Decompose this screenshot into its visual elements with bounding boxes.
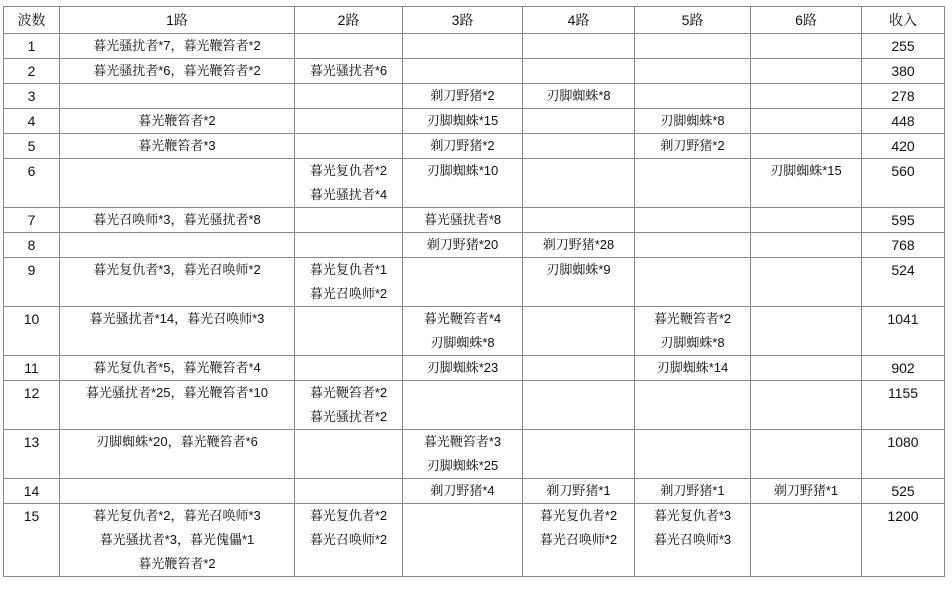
lane-4-cell	[523, 233, 635, 258]
lane-4-cell	[523, 307, 635, 356]
lane-1-cell	[60, 258, 295, 307]
lane-5-cell	[635, 59, 751, 84]
lane-1-cell	[60, 109, 295, 134]
lane-6-cell	[751, 159, 862, 208]
income-cell: 1041	[862, 307, 945, 356]
lane-3-cell	[403, 134, 523, 159]
enemy-entry: 暮光复仇者*3	[653, 508, 732, 523]
enemy-entry: 暮光召唤师*3，暮光骚扰者*8	[93, 212, 261, 227]
header-wave: 波数	[4, 7, 60, 34]
enemy-entry: 暮光鞭笞者*2	[138, 556, 216, 571]
lane-1-cell	[60, 307, 295, 356]
income-cell: 524	[862, 258, 945, 307]
income-cell: 525	[862, 479, 945, 504]
table-body	[4, 34, 945, 577]
lane-3-cell	[403, 504, 523, 577]
lane-6-cell	[751, 504, 862, 577]
lane-1-cell	[60, 479, 295, 504]
lane-1-cell	[60, 84, 295, 109]
lane-3-cell	[403, 356, 523, 381]
lane-2-cell	[295, 134, 403, 159]
lane-4-cell	[523, 109, 635, 134]
enemy-entry: 刃脚蜘蛛*8	[430, 335, 495, 350]
lane-5-cell	[635, 84, 751, 109]
lane-2-cell	[295, 34, 403, 59]
table-row	[4, 34, 945, 59]
enemy-entry: 刃脚蜘蛛*8	[546, 88, 611, 103]
wave-number-cell: 8	[4, 233, 60, 258]
wave-number-cell: 7	[4, 208, 60, 233]
lane-3-cell	[403, 208, 523, 233]
table-row	[4, 504, 945, 577]
enemy-entry: 暮光骚扰者*6	[309, 63, 388, 78]
table-row	[4, 109, 945, 134]
enemy-entry: 暮光复仇者*3，暮光召唤师*2	[93, 262, 261, 277]
enemy-entry: 暮光骚扰者*25，暮光鞭笞者*10	[85, 385, 269, 400]
enemy-entry: 暮光骚扰者*4	[309, 187, 388, 202]
enemy-entry: 暮光鞭笞者*2	[138, 113, 216, 128]
lane-2-cell	[295, 356, 403, 381]
wave-number-cell: 6	[4, 159, 60, 208]
income-cell: 768	[862, 233, 945, 258]
enemy-entry: 刃脚蜘蛛*23	[426, 360, 499, 375]
lane-5-cell	[635, 307, 751, 356]
wave-number-cell: 3	[4, 84, 60, 109]
enemy-entry: 暮光骚扰者*3，暮光傀儡*1	[99, 532, 255, 547]
enemy-entry: 刃脚蜘蛛*20，暮光鞭笞者*6	[96, 434, 258, 449]
lane-4-cell	[523, 134, 635, 159]
lane-6-cell	[751, 233, 862, 258]
enemy-entry: 剃刀野猪*1	[660, 483, 725, 498]
enemy-entry: 暮光骚扰者*14，暮光召唤师*3	[89, 311, 265, 326]
income-cell: 902	[862, 356, 945, 381]
wave-number-cell: 2	[4, 59, 60, 84]
wave-number-cell: 9	[4, 258, 60, 307]
income-cell: 380	[862, 59, 945, 84]
lane-4-cell	[523, 208, 635, 233]
enemy-entry: 剃刀野猪*2	[660, 138, 725, 153]
lane-3-cell	[403, 479, 523, 504]
table-row	[4, 430, 945, 479]
enemy-entry: 剃刀野猪*20	[426, 237, 499, 252]
table-row	[4, 159, 945, 208]
lane-5-cell	[635, 233, 751, 258]
lane-6-cell	[751, 307, 862, 356]
income-cell: 448	[862, 109, 945, 134]
enemy-entry: 剃刀野猪*2	[430, 138, 495, 153]
enemy-entry: 暮光骚扰者*6，暮光鞭笞者*2	[93, 63, 261, 78]
header-lane-2: 2路	[295, 7, 403, 34]
lane-5-cell	[635, 109, 751, 134]
table-row	[4, 381, 945, 430]
enemy-entry: 暮光骚扰者*7，暮光鞭笞者*2	[93, 38, 261, 53]
income-cell: 560	[862, 159, 945, 208]
enemy-entry: 剃刀野猪*4	[430, 483, 495, 498]
lane-5-cell	[635, 479, 751, 504]
enemy-entry: 暮光复仇者*2	[309, 508, 388, 523]
lane-1-cell	[60, 381, 295, 430]
lane-6-cell	[751, 134, 862, 159]
table-row	[4, 84, 945, 109]
enemy-entry: 暮光复仇者*2	[539, 508, 618, 523]
lane-5-cell	[635, 430, 751, 479]
lane-2-cell	[295, 109, 403, 134]
wave-number-cell: 15	[4, 504, 60, 577]
header-lane-5: 5路	[635, 7, 751, 34]
lane-4-cell	[523, 258, 635, 307]
lane-1-cell	[60, 233, 295, 258]
wave-number-cell: 5	[4, 134, 60, 159]
lane-5-cell	[635, 258, 751, 307]
enemy-entry: 刃脚蜘蛛*14	[656, 360, 729, 375]
lane-6-cell	[751, 381, 862, 430]
wave-number-cell: 12	[4, 381, 60, 430]
lane-5-cell	[635, 381, 751, 430]
table-row	[4, 59, 945, 84]
enemy-entry: 刃脚蜘蛛*9	[546, 262, 611, 277]
enemy-entry: 剃刀野猪*1	[773, 483, 839, 498]
wave-number-cell: 13	[4, 430, 60, 479]
table-row	[4, 233, 945, 258]
enemy-entry: 暮光骚扰者*8	[423, 212, 502, 227]
lane-2-cell	[295, 59, 403, 84]
lane-3-cell	[403, 258, 523, 307]
lane-2-cell	[295, 479, 403, 504]
lane-4-cell	[523, 504, 635, 577]
lane-1-cell	[60, 504, 295, 577]
lane-3-cell	[403, 34, 523, 59]
header-income: 收入	[862, 7, 945, 34]
enemy-entry: 暮光复仇者*1	[309, 262, 388, 277]
header-lane-4: 4路	[523, 7, 635, 34]
header-lane-1: 1路	[60, 7, 295, 34]
enemy-entry: 刃脚蜘蛛*15	[770, 163, 842, 178]
lane-1-cell	[60, 59, 295, 84]
lane-3-cell	[403, 430, 523, 479]
table-row	[4, 258, 945, 307]
lane-3-cell	[403, 109, 523, 134]
lane-5-cell	[635, 134, 751, 159]
header-lane-6: 6路	[751, 7, 862, 34]
lane-2-cell	[295, 307, 403, 356]
enemy-entry: 暮光鞭笞者*2	[653, 311, 732, 326]
wave-number-cell: 1	[4, 34, 60, 59]
lane-6-cell	[751, 34, 862, 59]
enemy-entry: 剃刀野猪*28	[542, 237, 615, 252]
lane-6-cell	[751, 84, 862, 109]
lane-5-cell	[635, 208, 751, 233]
lane-4-cell	[523, 430, 635, 479]
lane-2-cell	[295, 233, 403, 258]
table-row	[4, 134, 945, 159]
enemy-entry: 刃脚蜘蛛*10	[426, 163, 499, 178]
enemy-entry: 刃脚蜘蛛*15	[426, 113, 499, 128]
lane-2-cell	[295, 84, 403, 109]
enemy-entry: 暮光复仇者*2，暮光召唤师*3	[93, 508, 261, 523]
lane-1-cell	[60, 356, 295, 381]
enemy-entry: 刃脚蜘蛛*8	[660, 335, 725, 350]
enemy-entry: 暮光召唤师*2	[539, 532, 618, 547]
enemy-entry: 暮光复仇者*2	[309, 163, 388, 178]
wave-number-cell: 4	[4, 109, 60, 134]
lane-1-cell	[60, 430, 295, 479]
income-cell: 595	[862, 208, 945, 233]
lane-1-cell	[60, 159, 295, 208]
income-cell: 1155	[862, 381, 945, 430]
enemy-entry: 暮光召唤师*2	[309, 532, 388, 547]
lane-4-cell	[523, 84, 635, 109]
enemy-entry: 暮光鞭笞者*4	[423, 311, 502, 326]
lane-5-cell	[635, 159, 751, 208]
lane-6-cell	[751, 59, 862, 84]
lane-3-cell	[403, 307, 523, 356]
enemy-entry: 刃脚蜘蛛*8	[660, 113, 725, 128]
lane-3-cell	[403, 381, 523, 430]
lane-3-cell	[403, 159, 523, 208]
lane-2-cell	[295, 258, 403, 307]
lane-3-cell	[403, 59, 523, 84]
income-cell: 278	[862, 84, 945, 109]
lane-4-cell	[523, 34, 635, 59]
table-row	[4, 356, 945, 381]
table-row	[4, 208, 945, 233]
lane-4-cell	[523, 356, 635, 381]
lane-2-cell	[295, 381, 403, 430]
enemy-entry: 剃刀野猪*1	[546, 483, 611, 498]
lane-6-cell	[751, 479, 862, 504]
lane-2-cell	[295, 159, 403, 208]
table-header-row	[4, 7, 945, 34]
header-lane-3: 3路	[403, 7, 523, 34]
lane-4-cell	[523, 159, 635, 208]
lane-1-cell	[60, 208, 295, 233]
lane-6-cell	[751, 109, 862, 134]
wave-number-cell: 11	[4, 356, 60, 381]
wave-number-cell: 14	[4, 479, 60, 504]
lane-6-cell	[751, 258, 862, 307]
enemy-entry: 刃脚蜘蛛*25	[426, 458, 499, 473]
income-cell: 420	[862, 134, 945, 159]
enemy-entry: 暮光召唤师*3	[653, 532, 732, 547]
income-cell: 1080	[862, 430, 945, 479]
lane-4-cell	[523, 479, 635, 504]
table-row	[4, 479, 945, 504]
lane-2-cell	[295, 504, 403, 577]
lane-2-cell	[295, 430, 403, 479]
enemy-entry: 剃刀野猪*2	[430, 88, 495, 103]
lane-1-cell	[60, 34, 295, 59]
lane-4-cell	[523, 381, 635, 430]
lane-5-cell	[635, 356, 751, 381]
lane-6-cell	[751, 356, 862, 381]
wave-number-cell: 10	[4, 307, 60, 356]
lane-5-cell	[635, 504, 751, 577]
enemy-entry: 暮光鞭笞者*2	[309, 385, 388, 400]
lane-5-cell	[635, 34, 751, 59]
enemy-entry: 暮光骚扰者*2	[309, 409, 388, 424]
lane-6-cell	[751, 208, 862, 233]
enemy-entry: 暮光鞭笞者*3	[423, 434, 502, 449]
lane-4-cell	[523, 59, 635, 84]
lane-6-cell	[751, 430, 862, 479]
lane-3-cell	[403, 233, 523, 258]
enemy-entry: 暮光复仇者*5，暮光鞭笞者*4	[93, 360, 261, 375]
enemy-entry: 暮光鞭笞者*3	[138, 138, 216, 153]
lane-3-cell	[403, 84, 523, 109]
wave-table	[3, 6, 945, 577]
lane-1-cell	[60, 134, 295, 159]
income-cell: 255	[862, 34, 945, 59]
table-row	[4, 307, 945, 356]
enemy-entry: 暮光召唤师*2	[309, 286, 388, 301]
lane-2-cell	[295, 208, 403, 233]
income-cell: 1200	[862, 504, 945, 577]
